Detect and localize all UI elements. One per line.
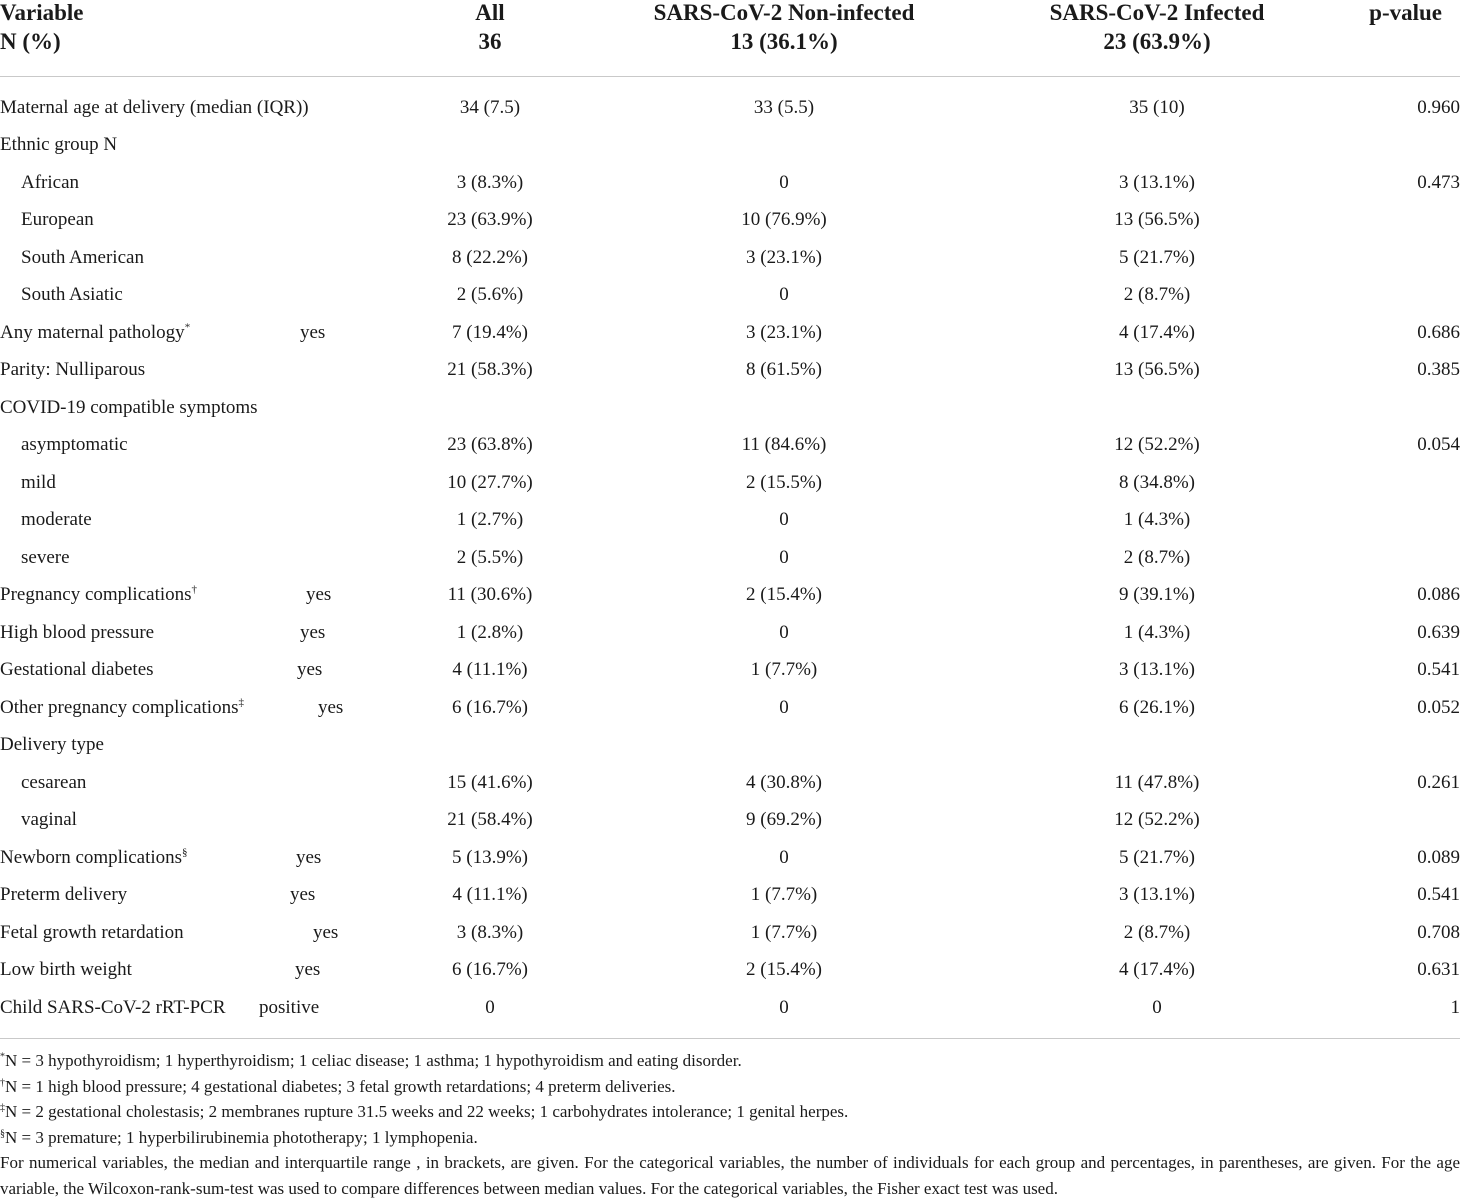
cell-all: 10 (27.7%) <box>447 471 533 493</box>
cell-all: 1 (2.7%) <box>456 509 524 531</box>
cell-non-infected <box>580 127 988 165</box>
table-row <box>0 89 1460 127</box>
row-label <box>21 472 56 494</box>
cell-infected: 3 (13.1%) <box>1119 884 1195 906</box>
table-row <box>0 502 1460 540</box>
table-note: For numerical variables, the median and interquartile range , in brackets, are given. For the categorical variables, the number of individuals for each group and percentages, in parentheses, are given. For the age variable, the Wilcoxon-rank-sum-test was used to compare differences between median values. For the categorical variables, the Fisher exact test was used. <box>0 1153 1460 1198</box>
cell-non-infected: 0 <box>779 996 789 1018</box>
cell-infected: 6 (26.1%) <box>1119 696 1195 718</box>
cell-pvalue: 0.385 <box>1417 359 1460 381</box>
table-row <box>0 389 1460 427</box>
table-row <box>0 202 1460 240</box>
cell-pvalue: 0.054 <box>1417 434 1460 456</box>
header-variable: Variable <box>0 0 84 25</box>
cell-pvalue: 0.708 <box>1417 921 1460 943</box>
cell-infected: 35 (10) <box>1129 96 1185 118</box>
cell-all: 21 (58.4%) <box>447 809 533 831</box>
cell-infected: 4 (17.4%) <box>1119 321 1195 343</box>
row-label-text: Pregnancy complications <box>0 584 192 606</box>
footnote <box>0 1125 1460 1151</box>
cell-infected: 2 (8.7%) <box>1123 921 1191 943</box>
row-qualifier: yes <box>300 621 326 643</box>
cell-all: 0 <box>485 996 495 1018</box>
row-variable-cell <box>0 352 400 390</box>
cell-infected <box>988 727 1326 765</box>
footnote-mark: † <box>0 1076 5 1088</box>
row-label <box>0 997 226 1019</box>
row-label <box>21 434 128 456</box>
row-label-text: Any maternal pathology <box>0 321 185 343</box>
row-label <box>21 809 77 831</box>
footnote-marker: ‡ <box>238 696 244 709</box>
cell-non-infected <box>580 389 988 427</box>
cell-pvalue <box>1326 464 1460 502</box>
cell-non-infected: 1 (7.7%) <box>750 884 818 906</box>
cell-pvalue: 0.473 <box>1417 171 1460 193</box>
cell-non-infected: 2 (15.4%) <box>746 959 822 981</box>
header-infected-n: 23 (63.9%) <box>1103 29 1211 54</box>
row-label-text: cesarean <box>21 771 87 793</box>
row-variable-cell <box>0 164 400 202</box>
cell-pvalue: 0.631 <box>1417 959 1460 981</box>
row-variable-cell <box>0 764 400 802</box>
row-label-text: Low birth weight <box>0 959 132 981</box>
footnote-text: N = 1 high blood pressure; 4 gestational diabetes; 3 fetal growth retardations; 4 preterm deliveries. <box>5 1076 676 1096</box>
row-label-text: Newborn complications <box>0 846 183 868</box>
row-label-text: South American <box>21 246 144 268</box>
footnote-mark: ‡ <box>0 1102 5 1114</box>
cell-non-infected: 3 (23.1%) <box>746 321 822 343</box>
row-variable-cell <box>0 202 400 240</box>
row-label-text: Preterm delivery <box>0 884 128 906</box>
cell-infected: 13 (56.5%) <box>1114 209 1200 231</box>
table-row <box>0 614 1460 652</box>
row-qualifier: yes <box>297 659 323 681</box>
table-row <box>0 277 1460 315</box>
cell-infected: 12 (52.2%) <box>1114 434 1200 456</box>
row-label <box>0 134 117 156</box>
footnote <box>0 1074 1460 1100</box>
cell-non-infected: 0 <box>779 171 789 193</box>
row-label-text: Ethnic group N <box>0 134 118 156</box>
row-variable-cell <box>0 464 400 502</box>
cell-infected: 3 (13.1%) <box>1119 171 1195 193</box>
row-variable-cell <box>0 277 400 315</box>
cell-non-infected: 11 (84.6%) <box>741 434 827 456</box>
table-row <box>0 539 1460 577</box>
cell-pvalue <box>1326 202 1460 240</box>
cell-all: 23 (63.8%) <box>447 434 533 456</box>
cell-non-infected: 1 (7.7%) <box>750 659 818 681</box>
row-label-text: Parity: Nulliparous <box>0 359 146 381</box>
table-footnotes <box>0 1038 1460 1202</box>
table-row <box>0 689 1460 727</box>
table-row <box>0 764 1460 802</box>
cell-infected: 11 (47.8%) <box>1114 771 1200 793</box>
row-label <box>0 734 104 756</box>
row-variable-cell <box>0 839 400 877</box>
cell-infected: 2 (8.7%) <box>1123 546 1191 568</box>
header-pvalue: p-value <box>1369 0 1442 25</box>
row-label-text: African <box>21 171 80 193</box>
table-row <box>0 989 1460 1027</box>
footnote-marker: § <box>182 846 188 859</box>
row-label-text: European <box>21 209 94 231</box>
row-label <box>0 922 184 944</box>
row-variable-cell <box>0 239 400 277</box>
cell-non-infected: 33 (5.5) <box>753 96 815 118</box>
row-label <box>21 284 123 306</box>
row-qualifier: yes <box>318 696 344 718</box>
cell-pvalue: 1 <box>1450 996 1460 1018</box>
table-row <box>0 314 1460 352</box>
cell-pvalue: 0.261 <box>1417 771 1460 793</box>
cell-non-infected: 0 <box>779 621 789 643</box>
row-variable-cell <box>0 802 400 840</box>
table-row <box>0 802 1460 840</box>
row-variable-cell <box>0 989 400 1027</box>
row-variable-cell <box>0 89 400 127</box>
table-row <box>0 727 1460 765</box>
cell-all: 2 (5.5%) <box>456 546 524 568</box>
cell-non-infected <box>580 727 988 765</box>
table-row <box>0 464 1460 502</box>
row-variable-cell <box>0 952 400 990</box>
footnote-text: N = 2 gestational cholestasis; 2 membranes rupture 31.5 weeks and 22 weeks; 1 carbohydrates intolerance; 1 genital herpes. <box>5 1102 849 1122</box>
footnote-marker: † <box>191 583 198 596</box>
cell-pvalue: 0.052 <box>1417 696 1460 718</box>
cell-infected <box>988 389 1326 427</box>
cell-pvalue: 0.089 <box>1417 846 1460 868</box>
cell-pvalue: 0.639 <box>1417 621 1460 643</box>
cell-all: 3 (8.3%) <box>456 921 524 943</box>
row-label <box>21 172 79 194</box>
row-label-text: Gestational diabetes <box>0 659 154 681</box>
table-row <box>0 427 1460 465</box>
row-label-text: moderate <box>21 509 92 531</box>
cell-all: 11 (30.6%) <box>447 584 533 606</box>
header-non-infected-label: SARS-CoV-2 Non-infected <box>653 0 915 25</box>
table-row <box>0 839 1460 877</box>
footnote-mark: * <box>0 1051 5 1063</box>
row-qualifier: yes <box>290 884 316 906</box>
cell-non-infected: 2 (15.4%) <box>746 584 822 606</box>
header-infected-label: SARS-CoV-2 Infected <box>1049 0 1265 25</box>
cell-infected: 1 (4.3%) <box>1123 509 1191 531</box>
header-all-n: 36 <box>478 29 502 54</box>
row-variable-cell <box>0 389 400 427</box>
cell-all <box>400 727 580 765</box>
row-label <box>0 584 197 606</box>
cell-all: 7 (19.4%) <box>452 321 528 343</box>
row-variable-cell <box>0 877 400 915</box>
row-variable-cell <box>0 314 400 352</box>
cell-all: 6 (16.7%) <box>452 696 528 718</box>
row-label-text: South Asiatic <box>21 284 123 306</box>
cell-all <box>400 127 580 165</box>
cell-pvalue <box>1326 127 1460 165</box>
row-label-text: Other pregnancy complications <box>0 696 239 718</box>
cell-infected: 0 <box>1152 996 1162 1018</box>
data-table <box>0 89 1460 1027</box>
row-label <box>0 397 258 419</box>
cell-all: 4 (11.1%) <box>452 659 528 681</box>
cell-pvalue <box>1326 802 1460 840</box>
table-row <box>0 952 1460 990</box>
row-label <box>0 847 188 869</box>
cell-pvalue: 0.686 <box>1417 321 1460 343</box>
footnote-mark: § <box>0 1128 5 1140</box>
cell-infected: 5 (21.7%) <box>1119 246 1195 268</box>
row-variable-cell <box>0 127 400 165</box>
footnote <box>0 1099 1460 1125</box>
cell-pvalue <box>1326 539 1460 577</box>
cell-non-infected: 10 (76.9%) <box>741 209 827 231</box>
row-label <box>0 959 132 981</box>
header-n-pct: N (%) <box>0 29 61 54</box>
cell-pvalue <box>1326 239 1460 277</box>
cell-pvalue: 0.960 <box>1417 96 1460 118</box>
row-label <box>0 659 154 681</box>
row-label <box>0 697 244 719</box>
row-qualifier: positive <box>259 996 320 1018</box>
cell-non-infected: 4 (30.8%) <box>746 771 822 793</box>
footnote-marker: * <box>184 321 191 334</box>
row-label-text: Maternal age at delivery (median (IQR)) <box>0 96 309 118</box>
header-all-label: All <box>475 0 505 25</box>
cell-infected <box>988 127 1326 165</box>
row-variable-cell <box>0 539 400 577</box>
cell-all: 4 (11.1%) <box>452 884 528 906</box>
row-label-text: High blood pressure <box>0 621 155 643</box>
row-label-text: Child SARS-CoV-2 rRT-PCR <box>0 996 226 1018</box>
row-qualifier: yes <box>295 959 321 981</box>
row-label-text: severe <box>21 546 70 568</box>
row-label-text: Delivery type <box>0 734 104 756</box>
cell-pvalue: 0.541 <box>1417 884 1460 906</box>
cell-pvalue <box>1326 727 1460 765</box>
row-label <box>0 622 154 644</box>
row-variable-cell <box>0 502 400 540</box>
cell-all: 15 (41.6%) <box>447 771 533 793</box>
cell-infected: 5 (21.7%) <box>1119 846 1195 868</box>
row-label-text: asymptomatic <box>21 434 128 456</box>
cell-non-infected: 3 (23.1%) <box>746 246 822 268</box>
row-label-text: Fetal growth retardation <box>0 921 184 943</box>
cell-non-infected: 0 <box>779 696 789 718</box>
table-row <box>0 652 1460 690</box>
cell-all: 8 (22.2%) <box>452 246 528 268</box>
table-row <box>0 877 1460 915</box>
row-variable-cell <box>0 614 400 652</box>
cell-non-infected: 0 <box>779 284 789 306</box>
table-row <box>0 352 1460 390</box>
header-non-infected-n: 13 (36.1%) <box>730 29 838 54</box>
cell-non-infected: 2 (15.5%) <box>746 471 822 493</box>
table-row <box>0 914 1460 952</box>
cell-infected: 3 (13.1%) <box>1119 659 1195 681</box>
row-qualifier: yes <box>306 584 332 606</box>
cell-pvalue <box>1326 502 1460 540</box>
row-qualifier: yes <box>296 846 322 868</box>
cell-non-infected: 8 (61.5%) <box>746 359 822 381</box>
cell-all: 6 (16.7%) <box>452 959 528 981</box>
cell-infected: 12 (52.2%) <box>1114 809 1200 831</box>
row-label <box>21 509 92 531</box>
cell-infected: 4 (17.4%) <box>1119 959 1195 981</box>
cell-non-infected: 0 <box>779 846 789 868</box>
table-body <box>0 89 1460 1027</box>
row-variable-cell <box>0 652 400 690</box>
cell-infected: 13 (56.5%) <box>1114 359 1200 381</box>
cell-infected: 1 (4.3%) <box>1123 621 1191 643</box>
row-variable-cell <box>0 689 400 727</box>
row-variable-cell <box>0 914 400 952</box>
cell-all <box>400 389 580 427</box>
cell-infected: 9 (39.1%) <box>1119 584 1195 606</box>
table-row <box>0 239 1460 277</box>
cell-all: 1 (2.8%) <box>456 621 524 643</box>
cell-all: 2 (5.6%) <box>456 284 524 306</box>
row-qualifier: yes <box>300 321 326 343</box>
cell-non-infected: 0 <box>779 509 789 531</box>
footnote-text: N = 3 premature; 1 hyperbilirubinemia phototherapy; 1 lymphopenia. <box>5 1127 478 1147</box>
row-label <box>0 97 309 119</box>
row-label <box>21 547 70 569</box>
row-qualifier: yes <box>313 921 339 943</box>
row-variable-cell <box>0 727 400 765</box>
cell-infected: 2 (8.7%) <box>1123 284 1191 306</box>
cell-non-infected: 0 <box>779 546 789 568</box>
row-label <box>21 772 86 794</box>
cell-all: 5 (13.9%) <box>452 846 528 868</box>
table-row <box>0 577 1460 615</box>
cell-pvalue <box>1326 277 1460 315</box>
cell-all: 34 (7.5) <box>459 96 521 118</box>
table-header <box>0 0 1460 77</box>
cell-non-infected: 9 (69.2%) <box>746 809 822 831</box>
cell-non-infected: 1 (7.7%) <box>750 921 818 943</box>
cell-all: 23 (63.9%) <box>447 209 533 231</box>
row-label <box>0 322 190 344</box>
cell-pvalue <box>1326 389 1460 427</box>
cell-infected: 8 (34.8%) <box>1119 471 1195 493</box>
table-row <box>0 164 1460 202</box>
cell-all: 21 (58.3%) <box>447 359 533 381</box>
row-label-text: COVID-19 compatible symptoms <box>0 396 258 418</box>
row-variable-cell <box>0 577 400 615</box>
footnote-text: N = 3 hypothyroidism; 1 hyperthyroidism; 1 celiac disease; 1 asthma; 1 hypothyroidism and eating disorder. <box>5 1051 742 1070</box>
footnote <box>0 1048 1460 1074</box>
cell-all: 3 (8.3%) <box>456 171 524 193</box>
row-label-text: mild <box>21 471 56 493</box>
cell-pvalue: 0.541 <box>1417 659 1460 681</box>
row-variable-cell <box>0 427 400 465</box>
row-label <box>21 209 94 231</box>
cell-pvalue: 0.086 <box>1417 584 1460 606</box>
row-label <box>0 359 145 381</box>
table-row <box>0 127 1460 165</box>
row-label-text: vaginal <box>21 809 77 831</box>
row-label <box>0 884 127 906</box>
row-label <box>21 247 144 269</box>
